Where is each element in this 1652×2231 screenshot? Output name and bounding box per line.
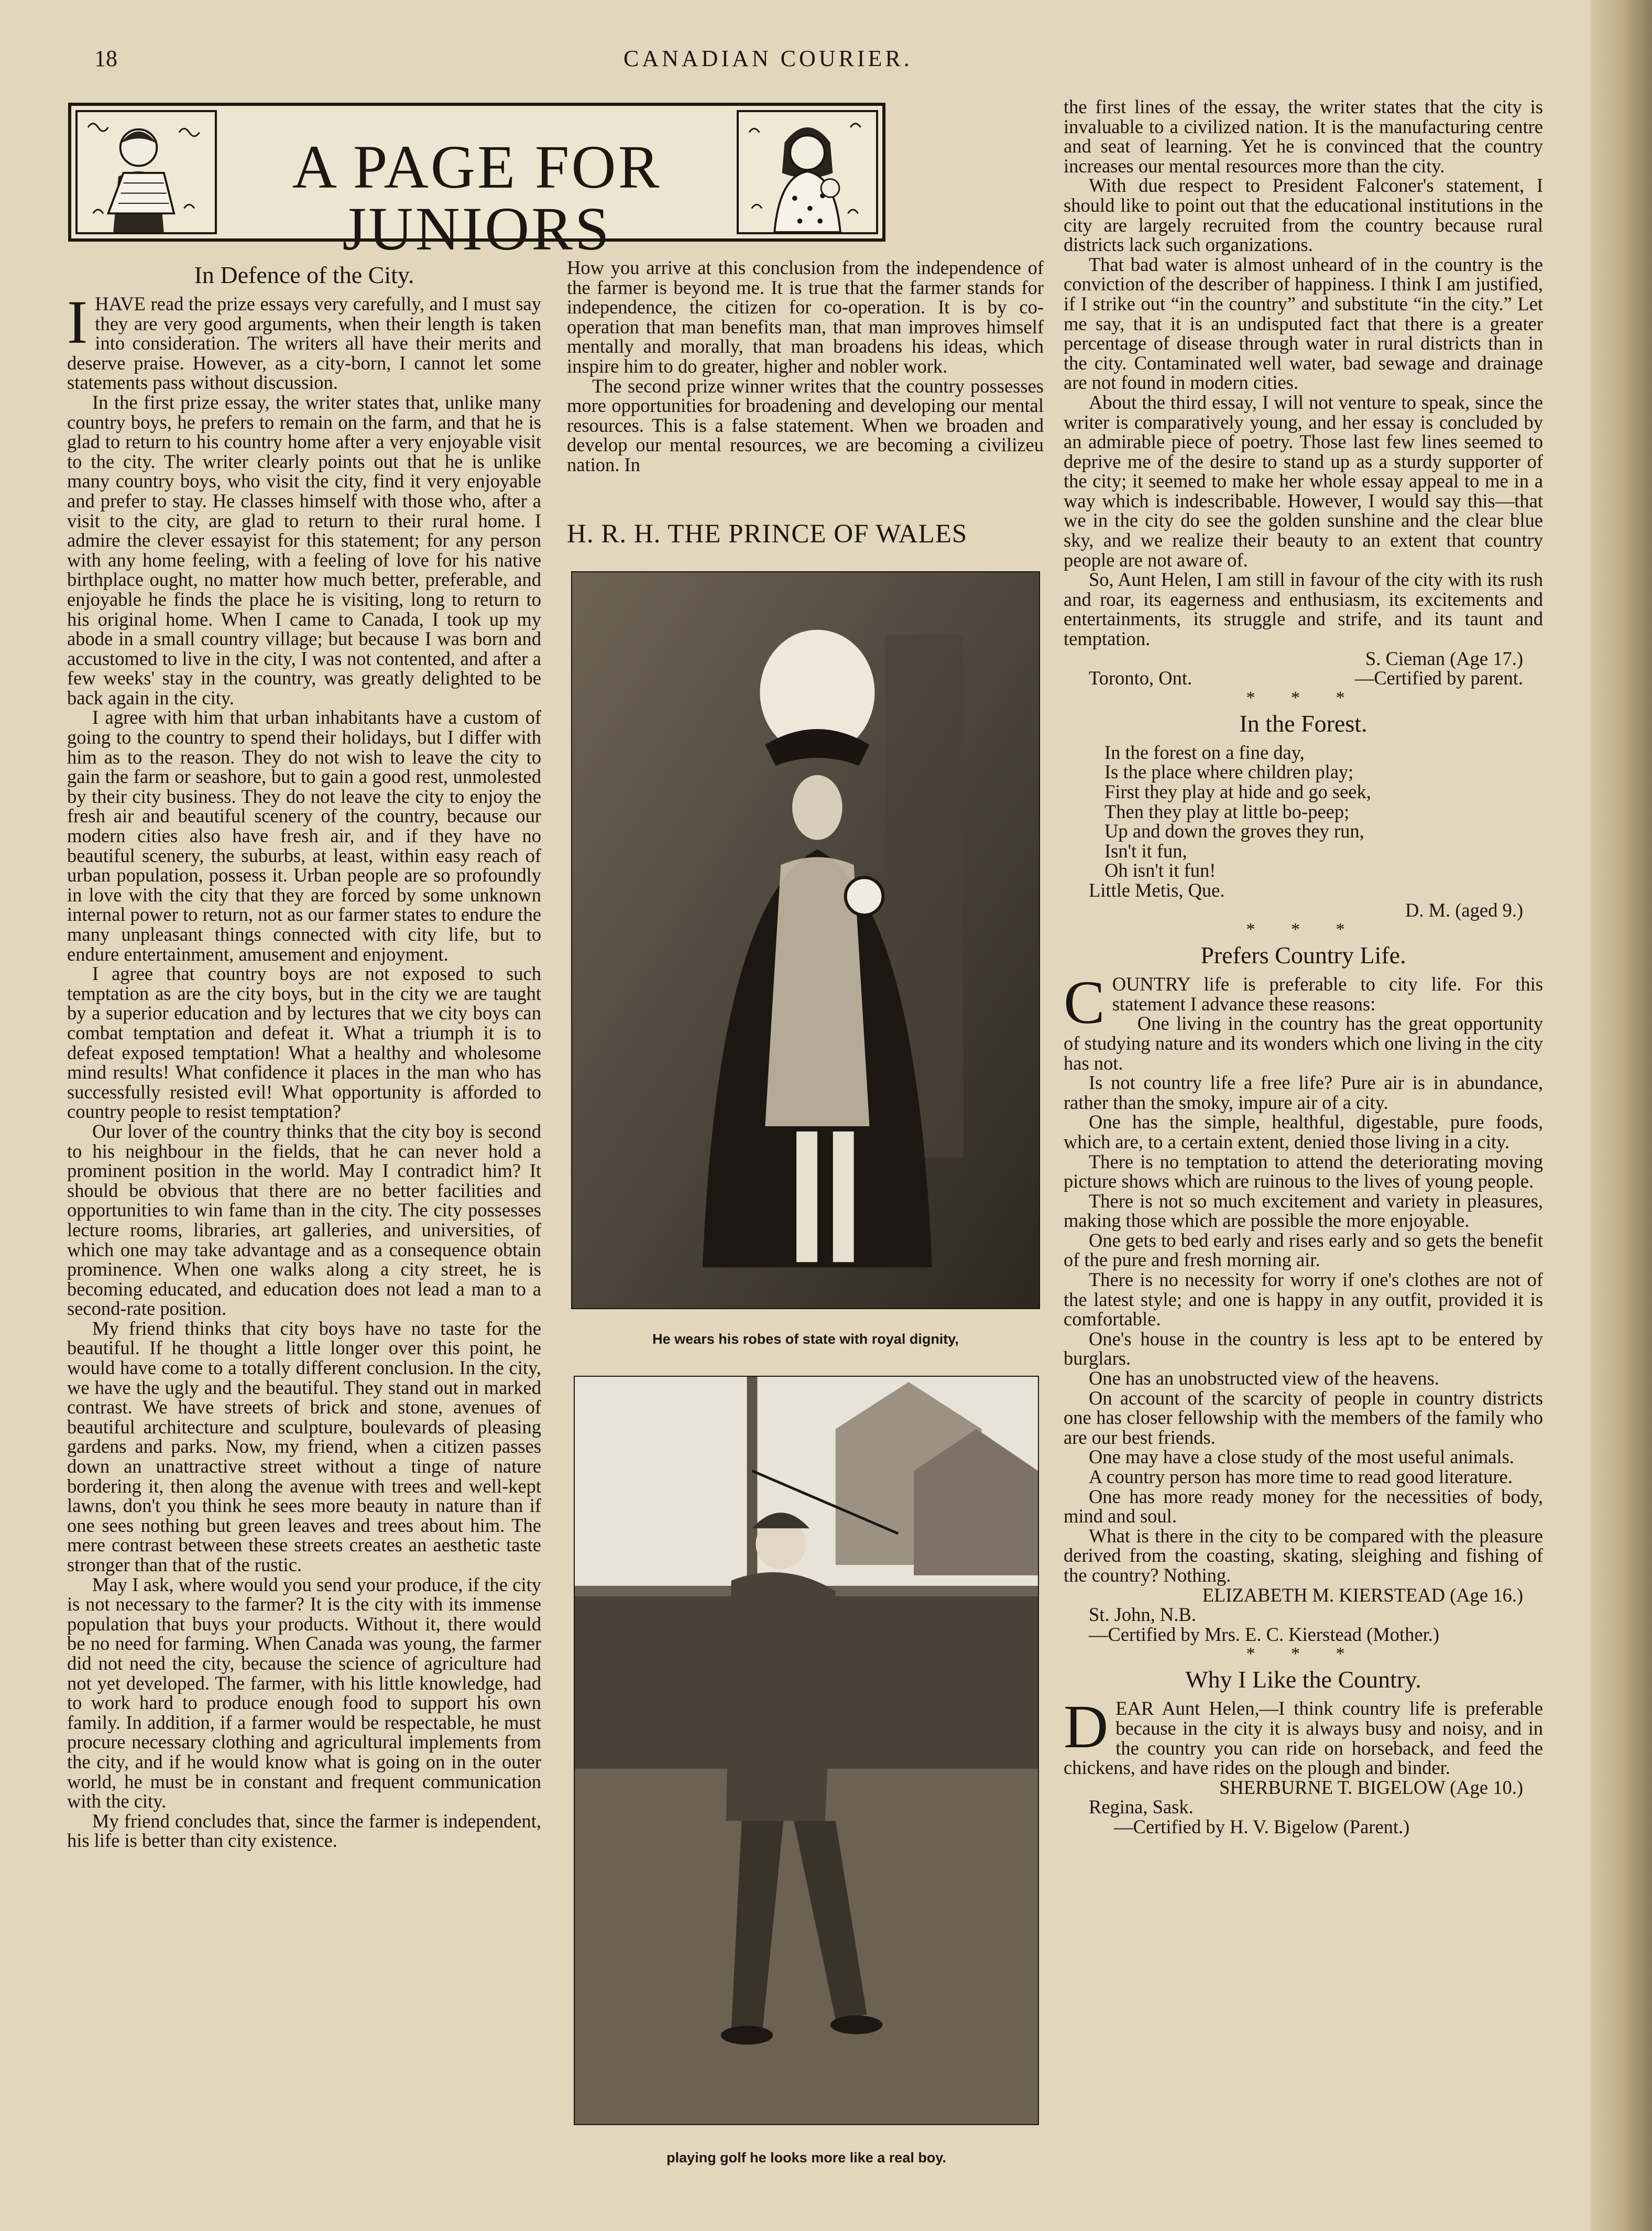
prince-robes-photo [571, 571, 1040, 1309]
certified-mother: —Certified by Mrs. E. C. Kierstead (Mother.) [1089, 1623, 1440, 1645]
paragraph: One has more ready money for the necessities of body, mind and soul. [1064, 1485, 1543, 1527]
poem-line: Is the place where children play; [1104, 761, 1354, 783]
poem-line: In the forest on a fine day, [1104, 741, 1305, 763]
separator-stars: * * * [1246, 920, 1361, 940]
paragraph: That bad water is almost unheard of in the country is the conviction of the describer of happiness. I think I am justified, if I strike out “in the country” and substitute “in the city.” Let me say, that it is an undisputed fact that there is a greater percentage of disease through water in rural districts than in the city. Contaminated well water, bad sewage and drainage are not found in modern cities. [1064, 253, 1543, 394]
poem-line: Oh isn't it fun! [1104, 859, 1216, 881]
signature-dm: D. M. (aged 9.) [1405, 899, 1523, 921]
signature-cieman: S. Cieman (Age 17.) [1365, 647, 1523, 669]
paragraph: There is not so much excitement and variety in pleasures, making those which are possible the more enjoyable. [1064, 1190, 1543, 1232]
juniors-banner [68, 103, 885, 263]
place-line [1064, 668, 1543, 688]
paragraph: One's house in the country is less apt to be entered by burglars. [1064, 1327, 1543, 1369]
drop-cap: D [1064, 1692, 1109, 1761]
poem-line: Up and down the groves they run, [1104, 820, 1364, 842]
paragraph: In the first prize essay, the writer states that, unlike many country boys, he prefers to remain on the farm, and that he is glad to return to his country home after a very enjoyable visit to the city. The writer clearly points out that he is unlike many country boys, who visit the city, find it very enjoyable and prefer to stay. He classes himself with those who, after a visit to the city, are glad to return to their rural home. I admire the clever essayist for this statement; for any person with any home feeling, with a feeling of love for his native birthplace ought, no matter how much better, preferable, and enjoyable he finds the place he is visiting, long to return to his original home. When I came to Canada, I took up my abode in a small country village; but because I was born and accustomed to live in the city, I was not contented, and after a few weeks' stay in the country, was greatly delighted to be back again in the city. [67, 391, 541, 709]
first-paragraph-text: HAVE read the prize essays very carefully, and I must say they are very good arguments, when their length is taken into consideration. The writers all have their merits and deserve praise. However, as a city-born, I cannot let some statements pass without discussion. [67, 293, 541, 394]
place-metis: Little Metis, Que. [1089, 879, 1225, 901]
paragraph: With due respect to President Falconer's statement, I should like to point out that the educational institutions in the city are largely recruited from the country because rural districts lack such organizations. [1064, 175, 1543, 256]
poem-heading: In the Forest. [1239, 710, 1367, 737]
paragraph: One has the simple, healthful, digestable, pure foods, which are, to a certain extent, denied those living in a city. [1064, 1111, 1543, 1152]
paragraph: The second prize winner writes that the country possesses more opportunities for broadening and developing our mental resources. This is a false statement. When we broaden and develop our mental resources, we are becoming a civilizeu nation. In [567, 375, 1044, 475]
column-2 [567, 258, 1044, 475]
certified-parent: —Certified by H. V. Bigelow (Parent.) [1114, 1815, 1410, 1837]
paragraph: One may have a close study of the most useful animals. [1089, 1446, 1514, 1468]
separator-stars: * * * [1246, 688, 1361, 708]
column-3 [1064, 97, 1543, 1837]
article-first-paragraph [67, 288, 541, 394]
photo2-caption: playing golf he looks more like a real boy. [666, 2150, 946, 2165]
poem-body [1064, 743, 1543, 880]
paragraph: One gets to bed early and rises early and so gets the benefit of the pure and fresh morning air. [1064, 1229, 1543, 1271]
poem-line: First they play at hide and go seek, [1104, 781, 1371, 802]
paragraph: There is no temptation to attend the deteriorating moving picture shows which are ruinous to the lives of young people. [1064, 1150, 1543, 1192]
paragraph: I agree with him that urban inhabitants have a custom of going to the country to spend their holidays, but I differ with him as to the reason. They do not wish to leave the city to gain the farm or seashore, but to gain a good rest, unmolested by their city business. They do not leave the city to enjoy the fresh air and beautiful scenery of the country, because our modern cities also have fresh air, and if they have no beautiful scenery, the suburbs, at least, within easy reach of urban population, possess it. Urban people are so profoundly in love with the city that they are forced by some unknown internal power to return, not as our farmer states to endure the many unpleasant things connected with city life, but to endure entertainment, amusement and enjoyment. [67, 706, 541, 965]
paragraph: What is there in the city to be compared with the pleasure derived from the coasting, skating, sleighing and fishing of the country? Nothing. [1064, 1525, 1543, 1586]
place-st-john: St. John, N.B. [1089, 1604, 1196, 1626]
paragraph: My friend thinks that city boys have no taste for the beautiful. If he thought a little longer over this point, he would have come to a totally different conclusion. In the city, we have the ugly and the beautiful. They stand out in marked contrast. We have streets of brick and stone, avenues of beautiful architecture and sculpture, boulevards of pleasing gardens and parks. Now, my friend, when a citizen passes down an unattractive street without a tinge of nature bordering it, then along the avenue with trees and well-kept lawns, don't you think he sees more beauty in nature than if one sees nothing but green leaves and trees about him. The mere contrast between these streets creates an aesthetic taste stronger than that of the rustic. [67, 1317, 541, 1575]
banner-title: A PAGE FOR JUNIORS [292, 133, 662, 263]
paragraph: One living in the country has the great opportunity of studying nature and its wonders which one living in the city has not. [1064, 1013, 1543, 1074]
prince-heading: H. R. H. THE PRINCE OF WALES [567, 519, 968, 549]
first-paragraph-text: OUNTRY life is preferable to city life. For this statement I advance these reasons: [1112, 973, 1543, 1015]
paragraph: My friend concludes that, since the farmer is independent, his life is better than city existence. [67, 1810, 541, 1852]
paragraph: There is no necessity for worry if one's clothes are not of the latest style; and one is happy in any outfit, provided it is comfortable. [1064, 1269, 1543, 1330]
certified-parent: —Certified by parent. [1354, 667, 1523, 689]
article-heading-defence: In Defence of the City. [194, 262, 414, 288]
paragraph: the first lines of the essay, the writer states that the city is invaluable to a civilized nation. It is the manufacturing centre and seat of learning. Yet he is convinced that the country increases our mental resources more than the city. [1064, 96, 1543, 177]
prince-golf-photo [574, 1376, 1039, 2125]
why-first-paragraph [1064, 1692, 1543, 1779]
paragraph: How you arrive at this conclusion from the independence of the farmer is beyond me. It is true that the farmer stands for independence, the citizen for co-operation. It is by co-operation that man benefits man, that man improves himself mentally and morally, that man broadens his ideas, which inspire him to do greater, higher and nobler work. [567, 257, 1044, 377]
poem-line: Isn't it fun, [1104, 840, 1187, 862]
drop-cap: C [1064, 968, 1105, 1037]
place-toronto: Toronto, Ont. [1089, 667, 1192, 689]
paragraph: A country person has more time to read good literature. [1089, 1466, 1513, 1487]
country-heading: Prefers Country Life. [1200, 942, 1406, 969]
why-heading: Why I Like the Country. [1185, 1666, 1421, 1693]
paragraph: May I ask, where would you send your produce, if the city is not necessary to the farmer? It is the city with its immense population that buys your products. Without it, there would be no need for farming. When Canada was young, the farmer did not need the city, because the science of agriculture had not yet developed. The farmer, with his little knowledge, had to work hard to produce enough food to support his own family. In addition, if a farmer would be respectable, he must procure necessary clothing and agricultural implements from the city, and if he would know what is going on in the outer world, he must be in constant and frequent communication with the city. [67, 1573, 541, 1812]
country-first-paragraph [1064, 968, 1543, 1037]
photo1-caption: He wears his robes of state with royal dignity, [652, 1331, 959, 1347]
girl-with-doll-illustration [737, 110, 878, 234]
paragraph: On account of the scarcity of people in country districts one has closer fellowship with the members of the family who are our best friends. [1064, 1387, 1543, 1448]
paragraph: Is not country life a free life? Pure air is in abundance, rather than the smoky, impure air of a city. [1064, 1072, 1543, 1113]
boy-reading-illustration [75, 110, 217, 234]
drop-cap: I [67, 288, 88, 356]
paragraph: About the third essay, I will not venture to speak, since the writer is comparatively young, and her essay is concluded by an admirable piece of poetry. Those last few lines seemed to deprive me of the desire to stand up as a sturdy supporter of the city; it seemed to make her whole essay appeal to me in a way which is indescribable. However, I would say this—that we in the city do see the golden sunshine and the clear blue sky, and we realize their beauty to an extent that country people are not aware of. [1064, 391, 1543, 571]
column-1 [67, 259, 541, 1851]
place-regina: Regina, Sask. [1089, 1796, 1194, 1818]
paragraph: So, Aunt Helen, I am still in favour of the city with its rush and roar, its eagerness and enthusiasm, its excitements and entertainments, its struggle and strife, and its taunt and temptation. [1064, 569, 1543, 650]
paragraph: I agree that country boys are not exposed to such temptation as are the city boys, but in the city we are taught by a superior education and by lectures that we city boys can combat temptation and defeat it. What a triumph it is to defeat exposed temptation! What a healthy and wholesome mind results! What confidence it places in the man who has successfully resisted evil! What opportunity is afforded to country people to resist temptation? [67, 963, 541, 1123]
separator-stars: * * * [1246, 1644, 1361, 1664]
first-paragraph-text: EAR Aunt Helen,—I think country life is preferable because in the city it is always busy and noisy, and in the country you can ride on horseback, and feed the chickens, and have rides on the plough and binder. [1064, 1697, 1543, 1779]
poem-line: Then they play at little bo-peep; [1104, 800, 1350, 822]
paragraph: Our lover of the country thinks that the city boy is second to his neighbour in the fields, that he can never hold a prominent position in the world. May I contradict him? It should be obvious that there are no better facilities and opportunities to win fame than in the city. The city possesses lecture rooms, libraries, art galleries, and universities, of which one may take advantage and as a consequence obtain prominence. When one walks along a city street, he is becoming educated, and education does not lead a man to a second-rate position. [67, 1120, 541, 1320]
signature-bigelow: SHERBURNE T. BIGELOW (Age 10.) [1219, 1776, 1523, 1798]
binding-gutter [1590, 0, 1652, 2231]
signature-kierstead: ELIZABETH M. KIERSTEAD (Age 16.) [1202, 1584, 1523, 1606]
page-number: 18 [94, 46, 117, 71]
paragraph: One has an unobstructed view of the heavens. [1089, 1367, 1439, 1389]
running-head: CANADIAN COURIER. [623, 46, 913, 71]
